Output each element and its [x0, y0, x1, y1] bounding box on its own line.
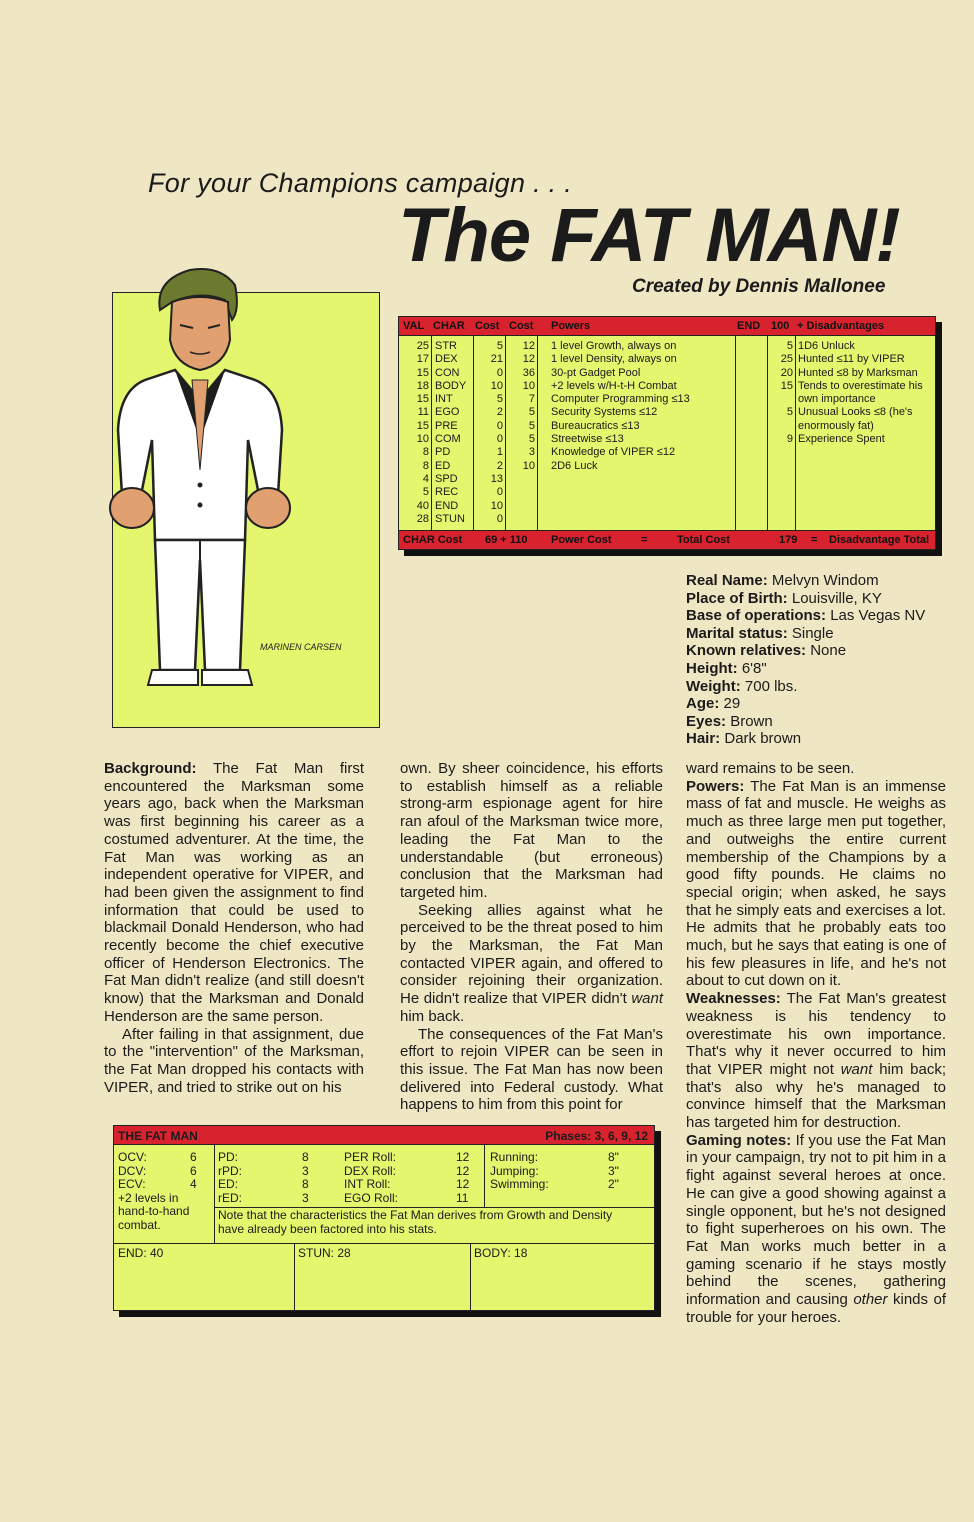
bio-row: [686, 590, 925, 608]
char-name: PRE: [435, 419, 458, 432]
stat-label: rED:: [218, 1190, 242, 1205]
bio-value: Dark brown: [724, 730, 802, 748]
bio-label: Marital status:: [686, 624, 788, 642]
equals-sign-2: =: [811, 534, 818, 546]
bio-label: Place of Birth:: [686, 589, 788, 607]
gaming-notes-a: If you use the Fat Man in your campaign, try not to pit him in a fight against several heroes at once. He can give a good showing against a single opponent, but he's not designed to fight superheroes on his own. The Fat Man works much better in a gaming scenario if he stays mostly behind the scenes, gathering information and causing: [686, 1131, 947, 1309]
stat-label: Swimming:: [490, 1177, 549, 1192]
char-name: END: [435, 499, 459, 512]
disad-text: Hunted ≤11 by VIPER: [798, 353, 905, 366]
disad-points-column: [769, 340, 793, 446]
powers-column: [551, 340, 733, 473]
stat-label: OCV:: [118, 1150, 147, 1164]
background-paragraph: The Fat Man first encountered the Marksman some years ago, back when the Marksman was first beginning his career as a costumed adventurer. At the time, the Fat Man was working as an independent operative for VIPER, and had been given the assignment to find information that could be used to blackmail Donald Henderson, who had recently become the chief executive officer of Henderson Electronics. The Fat Man didn't realize (and still doesn't know) that the Marksman and Donald Henderson are the same person.: [104, 760, 364, 1025]
power-name: Bureaucratics ≤13: [551, 419, 640, 432]
stat-row: [490, 1165, 640, 1179]
gaming-notes-b: kinds of trouble for your heroes.: [686, 1291, 946, 1326]
paragraph-3-emphasis: want: [631, 990, 663, 1008]
char-value: 15: [416, 366, 429, 379]
char-column: [435, 340, 471, 526]
bio-row: [686, 625, 925, 643]
char-value: 28: [416, 512, 429, 525]
char-cost: 10: [490, 499, 503, 512]
stun-value: STUN: 28: [298, 1246, 351, 1260]
stat-value: 8: [302, 1177, 309, 1192]
char-cost-value: 69 + 110: [485, 534, 528, 546]
weaknesses-paragraph-a: The Fat Man's greatest weakness is his tendency to overestimate his own importance. That's why it never occurred to him that VIPER might not: [686, 990, 946, 1078]
stats-note-line: have already been factored into his stats.: [218, 1221, 437, 1236]
char-name: STUN: [435, 512, 465, 525]
stat-label: rPD:: [218, 1163, 242, 1178]
char-name: CON: [435, 366, 460, 379]
bio-label: Height:: [686, 659, 738, 677]
bio-row: [686, 678, 925, 696]
disad-text: Experience Spent: [798, 433, 885, 446]
disad-points: 20: [780, 366, 793, 379]
equals-sign: =: [641, 534, 648, 546]
char-value: 15: [416, 419, 429, 432]
stat-value: 8: [302, 1150, 309, 1164]
char-name: STR: [435, 340, 457, 352]
page-title: The FAT MAN!: [398, 193, 900, 278]
char-name: ED: [435, 459, 451, 472]
stat-label: Running:: [490, 1150, 539, 1164]
power-cost: 10: [522, 459, 535, 472]
stat-row: [118, 1165, 208, 1179]
bio-label: Known relatives:: [686, 642, 807, 660]
char-value: 15: [416, 393, 429, 406]
disad-points: [769, 393, 793, 406]
stat-value: 11: [456, 1190, 469, 1205]
power-cost-label: Power Cost: [551, 534, 612, 546]
char-value: 17: [416, 353, 429, 366]
weaknesses-paragraph-b: him back; that's also why he's managed to convince himself that the Marksman has targeted him for destruction.: [686, 1060, 946, 1132]
stat-value: 3": [608, 1163, 619, 1178]
char-cost: 0: [496, 433, 503, 446]
stats-note-line: Note that the characteristics the Fat Man derives from Growth and Density: [218, 1208, 613, 1222]
stat-label: DEX Roll:: [344, 1163, 397, 1178]
power-cost: 5: [528, 433, 535, 446]
bio-label: Real Name:: [686, 572, 768, 589]
header-disad-base: 100: [771, 320, 790, 332]
stat-value: 4: [190, 1177, 197, 1192]
power-cost: 10: [522, 379, 535, 392]
bio-row: [686, 572, 925, 590]
char-cost: 13: [490, 472, 503, 485]
power-cost: 3: [528, 446, 535, 459]
bio-row: [686, 607, 925, 625]
stat-block-name: THE FAT MAN: [118, 1129, 198, 1143]
table-body: [398, 336, 936, 530]
char-cost: 2: [496, 459, 503, 472]
background-label: Background:: [104, 760, 197, 777]
char-name: REC: [435, 486, 459, 499]
power-cost: 7: [528, 393, 535, 406]
stat-row: [118, 1151, 208, 1165]
power-name: +2 levels w/H-t-H Combat: [551, 379, 677, 392]
text-column-3: [686, 760, 946, 1327]
bio-value: Las Vegas NV: [830, 607, 926, 625]
text-column-1: [104, 760, 364, 1096]
power-name: 1 level Growth, always on: [551, 340, 677, 352]
power-name: 2D6 Luck: [551, 459, 598, 472]
rolls: [344, 1151, 472, 1205]
header-powers: Powers: [551, 320, 591, 332]
stat-row: [344, 1151, 472, 1165]
char-cost: 0: [496, 486, 503, 499]
power-cost-column: [507, 340, 535, 473]
bio-row: [686, 713, 925, 731]
bio-label: Base of operations:: [686, 607, 827, 625]
stat-row: [218, 1151, 318, 1165]
phases-label: Phases: 3, 6, 9, 12: [545, 1129, 648, 1143]
bio-row: [686, 695, 925, 713]
stat-value: 6: [190, 1163, 197, 1178]
disad-text: 1D6 Unluck: [798, 340, 855, 352]
stats-note: [218, 1209, 612, 1236]
val-column: [401, 340, 429, 526]
paragraph-3a: Seeking allies against what he perceived to be the threat posed to him by the Marksman, the Fat Man contacted VIPER again, and offered to consider rejoining their organization. He didn't realize that VIPER didn't: [400, 901, 663, 1008]
tagline: For your Champions campaign . . .: [148, 168, 573, 198]
bio-block: [686, 572, 925, 748]
bio-value: Louisville, KY: [791, 589, 882, 607]
combat-values: [118, 1151, 208, 1233]
char-cost: 5: [496, 340, 503, 352]
bio-value: Melvyn Windom: [771, 572, 879, 589]
power-cost: 36: [522, 366, 535, 379]
char-name: PD: [435, 446, 451, 459]
bio-value: Single: [791, 624, 834, 642]
disad-text: Unusual Looks ≤8 (he's: [798, 406, 913, 419]
char-value: 8: [422, 446, 429, 459]
power-name: Security Systems ≤12: [551, 406, 658, 419]
stat-block-body: [113, 1145, 655, 1311]
char-cost: 1: [496, 446, 503, 459]
characteristics-table: [398, 316, 936, 550]
char-value: 10: [416, 433, 429, 446]
char-value: 11: [417, 406, 429, 419]
summary-stat-block: [113, 1125, 655, 1311]
power-cost: 12: [522, 340, 535, 352]
powers-label: Powers:: [686, 777, 745, 795]
disad-text: Hunted ≤8 by Marksman: [798, 366, 918, 379]
paragraph-4: The consequences of the Fat Man's effort to rejoin VIPER can be seen in this issue. The Fat Man has now been delivered into Federal custody. What happens to him from this point for: [400, 1025, 663, 1114]
stat-row: [218, 1192, 318, 1206]
bio-row: [686, 730, 925, 748]
char-name: INT: [435, 393, 453, 406]
header-end: END: [737, 320, 761, 332]
paragraph-4-continued: ward remains to be seen.: [686, 760, 855, 777]
power-cost: 5: [528, 406, 535, 419]
stat-row: [344, 1178, 472, 1192]
bio-value: Brown: [730, 712, 773, 730]
stat-value: 12: [456, 1150, 470, 1164]
power-name: 1 level Density, always on: [551, 353, 677, 366]
stat-value: 8": [608, 1150, 619, 1164]
bio-value: 700 lbs.: [744, 677, 798, 695]
defenses: [218, 1151, 318, 1205]
header-cost-2: Cost: [509, 320, 534, 332]
stat-value: 12: [456, 1163, 470, 1178]
stat-label: ED:: [218, 1177, 239, 1192]
bio-value: 6'8": [741, 659, 767, 677]
stat-value: 6: [190, 1150, 197, 1164]
cv-note-line: hand-to-hand: [118, 1204, 190, 1219]
stat-label: PD:: [218, 1150, 239, 1164]
disad-points: 5: [786, 406, 793, 419]
bio-label: Weight:: [686, 677, 741, 695]
char-name: DEX: [435, 353, 458, 366]
disad-points: 9: [786, 433, 793, 446]
artist-signature: MARINEN CARSEN: [260, 642, 342, 652]
char-value: 5: [422, 486, 429, 499]
disad-points: 5: [786, 340, 793, 352]
bio-row: [686, 642, 925, 660]
disad-total-label: Disadvantage Total: [829, 534, 930, 546]
header-cost: Cost: [475, 320, 500, 332]
table-header-bar: [398, 316, 936, 336]
stat-row: [490, 1178, 640, 1192]
power-name: Knowledge of VIPER ≤12: [551, 446, 676, 459]
stat-value: 3: [302, 1190, 309, 1205]
char-value: 4: [422, 472, 429, 485]
power-name: Computer Programming ≤13: [551, 393, 690, 406]
bio-value: 29: [723, 695, 741, 713]
power-cost: 12: [522, 353, 535, 366]
char-value: 8: [422, 459, 429, 472]
char-name: BODY: [435, 379, 467, 392]
disad-points: 25: [780, 353, 793, 366]
cv-note-line: combat.: [118, 1217, 161, 1232]
char-cost: 0: [496, 366, 503, 379]
stat-row: [218, 1165, 318, 1179]
powers-paragraph: The Fat Man is an immense mass of fat and muscle. He weighs as much as three large men put together, and outweighs the entire current membership of the Champions by a good fifty pounds. He claims no special origin; when asked, he says that he simply eats and exercises a lot. He admits that he probably eats too much, but he says that eating is one of his few pleasures in life, and he's not about to cut down on it.: [686, 777, 946, 990]
char-cost: 5: [496, 393, 503, 406]
bio-row: [686, 660, 925, 678]
stat-label: EGO Roll:: [344, 1190, 399, 1205]
paragraph-2: After failing in that assignment, due to the "intervention" of the Marksman, the Fat Man dropped his contacts with VIPER, and tried to strike out on his: [104, 1025, 364, 1096]
text-column-2: [400, 760, 663, 1114]
header-char: CHAR: [433, 320, 465, 332]
stat-block-header: [113, 1125, 655, 1145]
stat-label: PER Roll:: [344, 1150, 397, 1164]
bio-value: None: [810, 642, 847, 660]
power-name: 30-pt Gadget Pool: [551, 366, 641, 379]
stat-label: INT Roll:: [344, 1177, 391, 1192]
paragraph-3b: him back.: [400, 1007, 465, 1025]
stat-label: Jumping:: [490, 1163, 539, 1178]
disad-points: 15: [780, 379, 793, 392]
stat-row: [490, 1151, 640, 1165]
disad-points: [769, 420, 793, 433]
gaming-notes-label: Gaming notes:: [686, 1131, 792, 1149]
bio-label: Age:: [686, 695, 720, 713]
stat-value: 2": [608, 1177, 619, 1192]
disadvantages-column: [798, 340, 936, 446]
bio-label: Hair:: [686, 730, 721, 748]
char-cost: 21: [490, 353, 503, 366]
header-val: VAL: [403, 320, 425, 332]
char-cost: 10: [490, 379, 503, 392]
movement: [490, 1151, 640, 1192]
credit-line: Created by Dennis Mallonee: [632, 276, 886, 297]
total-value: 179: [779, 534, 798, 546]
stat-label: DCV:: [118, 1163, 147, 1178]
stat-value: 12: [456, 1177, 470, 1192]
char-cost: 0: [496, 512, 503, 525]
char-cost-label: CHAR Cost: [403, 534, 463, 546]
char-name: EGO: [435, 406, 460, 419]
cost-column: [475, 340, 503, 526]
end-value: END: 40: [118, 1246, 164, 1260]
stat-row: [118, 1178, 208, 1192]
header-disadvantages: + Disadvantages: [797, 320, 885, 332]
fat-man-illustration: [60, 240, 360, 700]
stat-label: ECV:: [118, 1177, 146, 1192]
weaknesses-emphasis: want: [840, 1060, 873, 1078]
power-name: Streetwise ≤13: [551, 433, 624, 446]
body-value: BODY: 18: [474, 1246, 528, 1260]
disad-text: own importance: [798, 393, 876, 406]
disad-text: Tends to overestimate his: [798, 379, 923, 392]
stat-row: [344, 1165, 472, 1179]
disad-text: enormously fat): [798, 419, 874, 432]
stat-row: [218, 1178, 318, 1192]
char-value: 18: [416, 379, 429, 392]
stat-row: [344, 1192, 472, 1206]
gaming-notes-emphasis: other: [853, 1291, 888, 1309]
total-cost-label: Total Cost: [677, 534, 730, 546]
bio-label: Eyes:: [686, 712, 727, 730]
char-cost: 0: [496, 419, 503, 432]
char-name: SPD: [435, 472, 458, 485]
char-value: 25: [416, 340, 429, 352]
char-cost: 2: [496, 406, 503, 419]
char-value: 40: [416, 499, 429, 512]
char-name: COM: [435, 433, 461, 446]
power-cost: 5: [528, 419, 535, 432]
table-footer-bar: [398, 530, 936, 550]
weaknesses-label: Weaknesses:: [686, 990, 781, 1008]
stat-value: 3: [302, 1163, 309, 1178]
paragraph-2-continued: own. By sheer coincidence, his efforts to establish himself as a reliable strong-arm espionage agent for hire ran afoul of the Marksman twice more, leading the Fat Man to the understandable (but erroneous) conclusion that the Marksman had targeted him.: [400, 760, 663, 901]
cv-note-line: +2 levels in: [118, 1190, 179, 1205]
